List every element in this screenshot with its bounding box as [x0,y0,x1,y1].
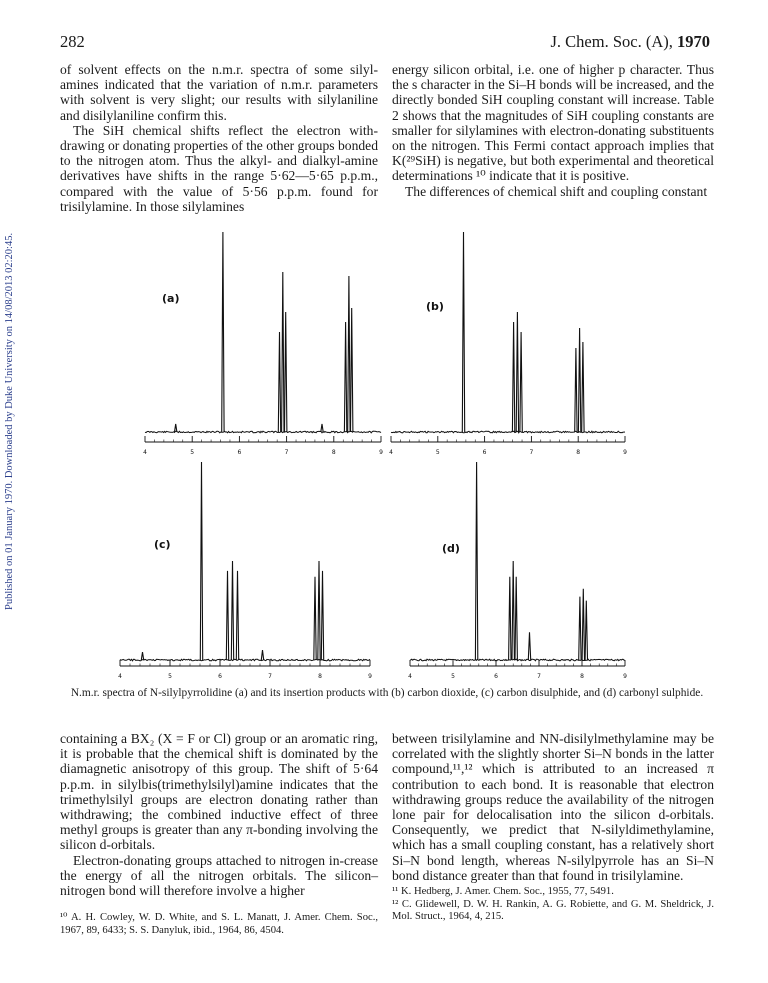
spectrum-peak [585,601,587,660]
spectrum-peak [351,308,353,432]
tick-label: 6 [218,673,222,680]
spectrum-peak [285,312,287,432]
journal-name: J. Chem. Soc. (A), [550,32,673,51]
spectrum-peak [582,589,584,660]
spectrum-baseline [120,659,370,661]
spectrum-peak [582,342,584,432]
spectrum-peak [344,322,346,432]
tick-label: 7 [284,449,289,456]
tick-label: 5 [435,449,440,456]
panel-label: (d) [442,542,460,555]
spectrum-peak [222,232,224,432]
spectrum-peak [226,571,228,660]
tick-label: 4 [389,449,393,456]
paragraph: The differences of chemical shift and coupling constant [405,183,708,199]
spectrum-peak [462,232,464,432]
tick-label: 6 [237,449,242,456]
tick-label: 8 [580,673,584,680]
spectrum-peak [512,322,514,432]
spectrum-peak [318,561,320,660]
spectrum-peak [314,577,316,660]
tick-label: 5 [168,673,172,680]
spectrum-peak [282,272,284,432]
nmr-spectra-figure [110,222,655,684]
spectrum-panel [408,462,627,680]
page-number: 282 [60,32,85,51]
footnotes-right [392,886,714,924]
tick-label: 7 [537,673,541,680]
spectrum-peak [475,462,477,660]
spectrum-peak [520,332,522,432]
paragraph: energy silicon orbital, i.e. one of higher p character. Thus the s character in the Si–H bonds will be increased, and the directly bonded SiH coupling constant will increase. Table 2 shows that the magnitudes of SiH coupling constants are smaller for silylamines with electron-donating substituents on the nitrogen. This Fermi contact approach implies that K(²⁹SiH) is negative, but both experimental and theoretical determinations ¹⁰ indicate that it is positive. [392,62,714,184]
journal-year: 1970 [677,32,710,51]
tick-label: 4 [408,673,412,680]
paragraph: Electron-donating groups attached to nitrogen in-crease the energy of all the nitrogen orbitals. The silicon–nitrogen bond will therefore involve a higher [60,852,378,899]
body-right-top [392,62,714,199]
tick-label: 9 [379,449,383,456]
paragraph: containing a BX₂ (X = F or Cl) group or an aromatic ring, it is probable that the chemical shift is dominated by the diamagnetic anisotropy of this group. The shift of 5·64 p.p.m. in silylbis(trimethylsilyl)amine indicates that the trimethylsilyl groups are electron donating rather than withdrawing; the combined inductive effect of three methyl groups is greater than any π-bonding involving the silicon d-orbitals. [60,731,378,853]
spectrum-peak [278,332,280,432]
download-watermark [4,190,18,610]
tick-label: 9 [623,449,627,456]
tick-label: 6 [482,449,487,456]
journal-header [551,32,711,52]
footnote: ¹⁰ A. H. Cowley, W. D. White, and S. L. Manatt, J. Amer. Chem. Soc., 1967, 89, 6433; S. S. Danyluk, ibid., 1964, 86, 4504. [60,912,378,936]
spectrum-peak [575,348,577,432]
spectrum-baseline [145,431,381,433]
spectrum-peak [175,424,177,432]
paragraph: The SiH chemical shifts reflect the electron with-drawing or donating properties of the other groups bonded to the nitrogen atom. Thus the alkyl- and dialkyl-amine derivatives have shifts in the range 5·62—5·65 p.p.m., compared with the value of 5·56 p.p.m. found for trisilylamine. In those silylamines [60,122,378,214]
tick-label: 4 [118,673,122,680]
spectrum-peak [321,424,323,432]
spectrum-peak [200,462,202,660]
paragraph: between trisilylamine and NN-disilylmethylamine may be correlated with the slightly shorter Si–N bonds in the latter compound,¹¹,¹² which is attributed to an increased π contribution to each bond. It is reasonable that electron withdrawing groups reduce the availability of the nitrogen lone pair for delocalisation into the silicon d-orbitals. Consequently, we predict that N-silyldimethylamine, which has a small coupling constant, has a relatively short Si–N bond length, whereas N-silylpyrrole has an Si–N bond distance greater than that found in trisilylamine. [392,731,714,883]
tick-label: 6 [494,673,498,680]
spectrum-peak [261,650,263,660]
tick-label: 7 [529,449,534,456]
figure-caption: N.m.r. spectra of N-silylpyrrolidine (a) and its insertion products with (b) carbon dioxide, (c) carbon disulphide, and (d) carbonyl sulphide. [70,687,704,699]
footnote: ¹¹ K. Hedberg, J. Amer. Chem. Soc., 1955, 77, 5491. [392,886,614,898]
footnote: ¹² C. Glidewell, D. W. H. Rankin, A. G. Robiette, and G. M. Sheldrick, J. Mol. Struct., 1964, 4, 215. [392,898,714,923]
tick-label: 4 [143,449,147,456]
spectra-svg [110,222,655,684]
body-left-bottom [60,731,378,937]
spectrum-peak [236,571,238,660]
body-left-top [60,62,378,214]
spectrum-peak [515,577,517,660]
tick-label: 7 [268,673,272,680]
panel-label: (a) [162,292,180,305]
panel-label: (b) [426,300,444,313]
spectrum-peak [578,328,580,432]
tick-label: 8 [331,449,336,456]
spectrum-peak [512,561,514,660]
tick-label: 9 [623,673,627,680]
spectrum-peak [231,561,233,660]
footnotes-left [60,912,378,937]
body-right-bottom [392,731,714,924]
spectrum-baseline [391,431,625,433]
spectrum-peak [579,597,581,660]
spectrum-peak [509,577,511,660]
tick-label: 8 [576,449,581,456]
tick-label: 9 [368,673,372,680]
panel-label: (c) [154,538,171,551]
spectrum-peak [516,312,518,432]
tick-label: 5 [451,673,455,680]
spectrum-peak [141,652,143,660]
paragraph: of solvent effects on the n.m.r. spectra of some silyl-amines indicated that the variation of n.m.r. parameters with solvent is very slight; our results with silylaniline and disilylaniline confirm this. [60,62,378,123]
spectrum-peak [528,632,530,660]
spectrum-peak [321,571,323,660]
spectrum-peak [348,276,350,432]
spectrum-panel [143,232,383,456]
spectrum-panel [118,462,372,680]
tick-label: 8 [318,673,322,680]
tick-label: 5 [190,449,195,456]
watermark-text: Published on 01 January 1970. Downloaded by Duke University on 14/08/2013 02:20:45. [4,232,15,610]
spectrum-panel [389,232,627,456]
